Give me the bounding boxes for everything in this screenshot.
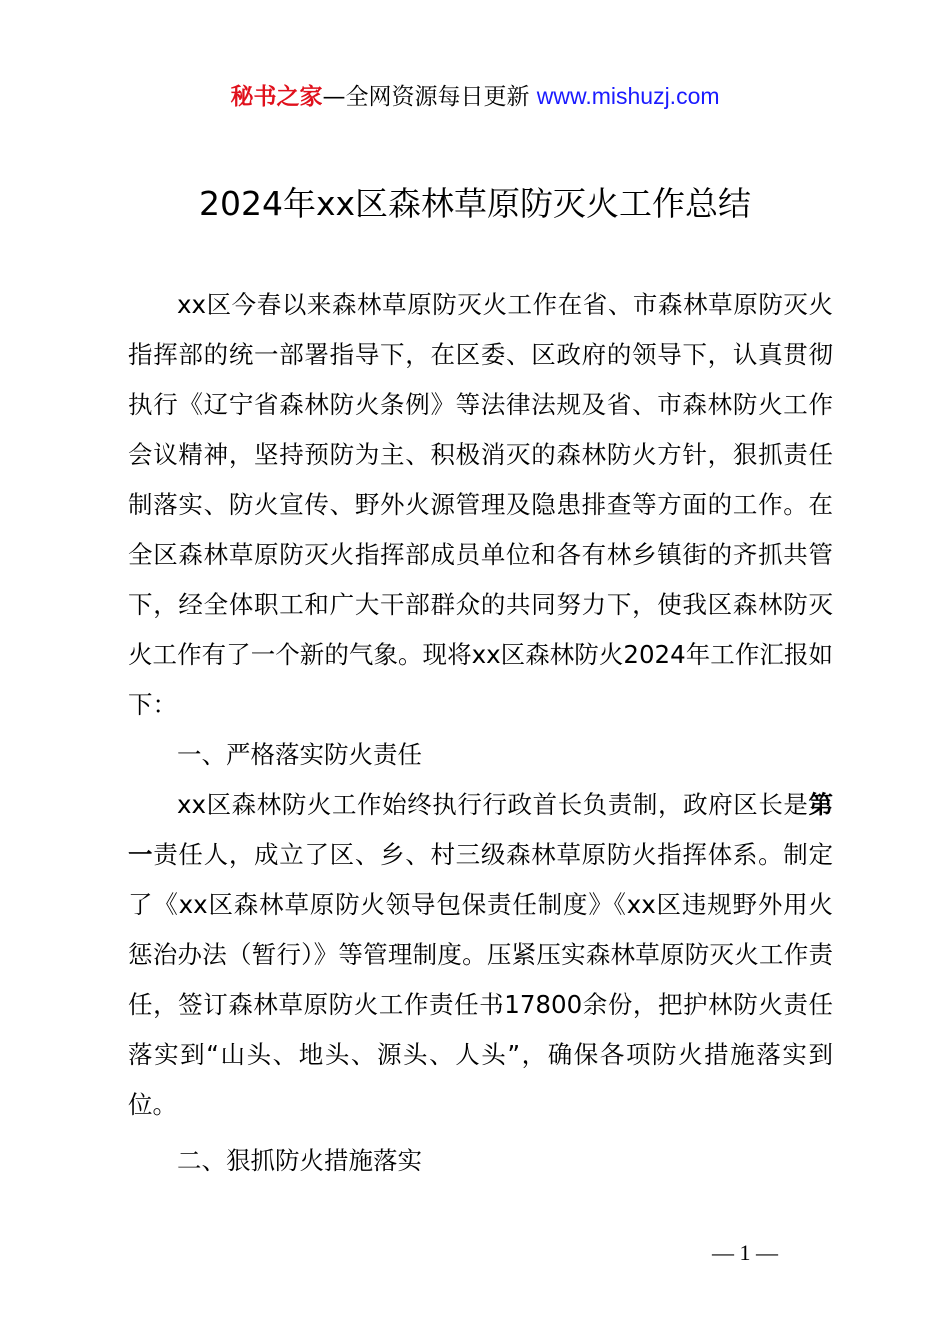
- section-1-text-b: 责任人，成立了区、乡、村三级森林草原防火指挥体系。制定了《xx区森林草原防火领导包保责任制度》《xx区违规野外用火惩治办法（暂行）》等管理制度。压紧压实森林草原防灭火工作责任，签订森林草原防火工作责任书17800余份，把护林防火责任落实到“山头、地头、源头、人头”，确保各项防火措施落实到位。: [128, 840, 834, 1119]
- document-body: [128, 280, 833, 1186]
- section-1-paragraph: [128, 780, 833, 1130]
- document-title: 2024年xx区森林草原防灭火工作总结: [198, 184, 752, 223]
- brand-name: 秘书之家: [230, 84, 323, 110]
- page-number: — 1 —: [712, 1240, 778, 1265]
- section-1-text-a: xx区森林防火工作始终执行行政首长负责制，政府区长是: [177, 790, 809, 819]
- section-1-bold-text: 第一: [128, 790, 833, 869]
- site-url-link[interactable]: www.mishuzj.com: [536, 83, 720, 109]
- intro-paragraph: xx区今春以来森林草原防灭火工作在省、市森林草原防灭火指挥部的统一部署指导下，在区委、区政府的领导下，认真贯彻执行《辽宁省森林防火条例》等法律法规及省、市森林防火工作会议精神，坚持预防为主、积极消灭的森林防火方针，狠抓责任制落实、防火宣传、野外火源管理及隐患排查等方面的工作。在全区森林草原防灭火指挥部成员单位和各有林乡镇街的齐抓共管下，经全体职工和广大干部群众的共同努力下，使我区森林防灭火工作有了一个新的气象。现将xx区森林防火2024年工作汇报如下：: [128, 290, 833, 719]
- header-tagline: —全网资源每日更新: [322, 84, 537, 110]
- section-heading-1: 一、严格落实防火责任: [177, 740, 422, 769]
- section-heading-2: 二、狠抓防火措施落实: [177, 1146, 422, 1175]
- site-header: [0, 80, 950, 113]
